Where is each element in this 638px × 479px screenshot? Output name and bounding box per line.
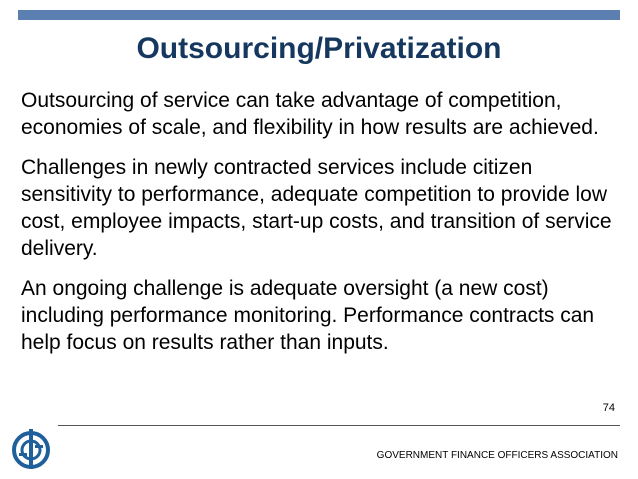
slide-title: Outsourcing/Privatization: [136, 32, 502, 65]
slide-body: [21, 87, 621, 369]
footer-divider: [58, 425, 620, 426]
body-paragraph-2: Challenges in newly contracted services include citizen sensitivity to performance, adequate competition to provide low cost, employee impacts, start-up costs, and transition of service delivery.: [21, 156, 612, 260]
page-number: 74: [602, 402, 615, 414]
header-accent-bar: [18, 10, 620, 20]
gfoa-logo-icon: [9, 426, 53, 472]
body-paragraph-3: An ongoing challenge is adequate oversight (a new cost) including performance monitoring. Performance contracts can help focus on results rather than inputs.: [21, 277, 595, 354]
body-paragraph-1: Outsourcing of service can take advantage of competition, economies of scale, and flexibility in how results are achieved.: [21, 89, 599, 139]
organization-name: GOVERNMENT FINANCE OFFICERS ASSOCIATION: [376, 450, 618, 461]
